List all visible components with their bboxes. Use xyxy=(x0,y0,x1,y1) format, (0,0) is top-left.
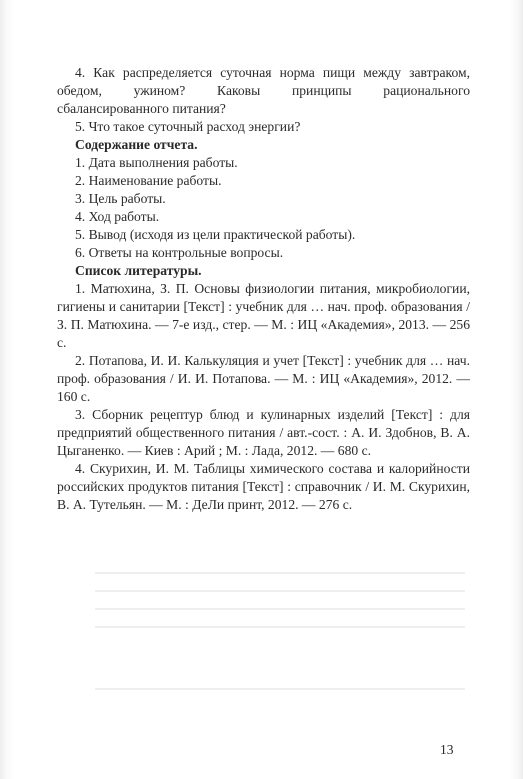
report-item-5: 5. Вывод (исходя из цели практической работы). xyxy=(75,227,356,242)
report-item-3: 3. Цель работы. xyxy=(75,191,166,206)
show-through-line xyxy=(95,608,465,610)
question-4: 4. Как распределяется суточная норма пищи между завтраком, обедом, ужином? Каковы принципы рационального сбалансированного питания? xyxy=(57,65,470,116)
report-item-2: 2. Наименование работы. xyxy=(75,173,222,188)
page-body xyxy=(57,64,470,514)
page-number: 13 xyxy=(440,742,454,757)
reference-1: 1. Матюхина, З. П. Основы физиологии питания, микробиологии, гигиены и санитарии [Текст] : учебник для … нач. проф. образования / З. П. Матюхина. — 7-е изд., стер. — М. : ИЦ «Академия», 2013. — 256 с. xyxy=(57,281,470,350)
reference-3: 3. Сборник рецептур блюд и кулинарных изделий [Текст] : для предприятий общественного питания / авт.-сост. : А. И. Здобнов, В. А. Цыганенко. — Киев : Арий ; М. : Лада, 2012. — 680 с. xyxy=(57,407,470,458)
references-heading: Список литературы. xyxy=(75,263,202,278)
question-5: 5. Что такое суточный расход энергии? xyxy=(75,119,301,134)
report-contents-heading: Содержание отчета. xyxy=(75,137,198,152)
reference-2: 2. Потапова, И. И. Калькуляция и учет [Текст] : учебник для … нач. проф. образования / И. И. Потапова. — М. : ИЦ «Академия», 2012. — 160 с. xyxy=(57,353,470,404)
report-item-1: 1. Дата выполнения работы. xyxy=(75,155,238,170)
show-through-line xyxy=(95,688,465,690)
report-item-6: 6. Ответы на контрольные вопросы. xyxy=(75,245,284,260)
show-through-line xyxy=(95,590,465,592)
reference-4: 4. Скурихин, И. М. Таблицы химического состава и калорийности российских продуктов питания [Текст] : справочник / И. М. Скурихин, В. А. Тутельян. — М. : ДеЛи принт, 2012. — 276 с. xyxy=(57,461,470,512)
show-through-line xyxy=(95,626,465,628)
report-item-4: 4. Ход работы. xyxy=(75,209,160,224)
show-through-line xyxy=(95,572,465,574)
